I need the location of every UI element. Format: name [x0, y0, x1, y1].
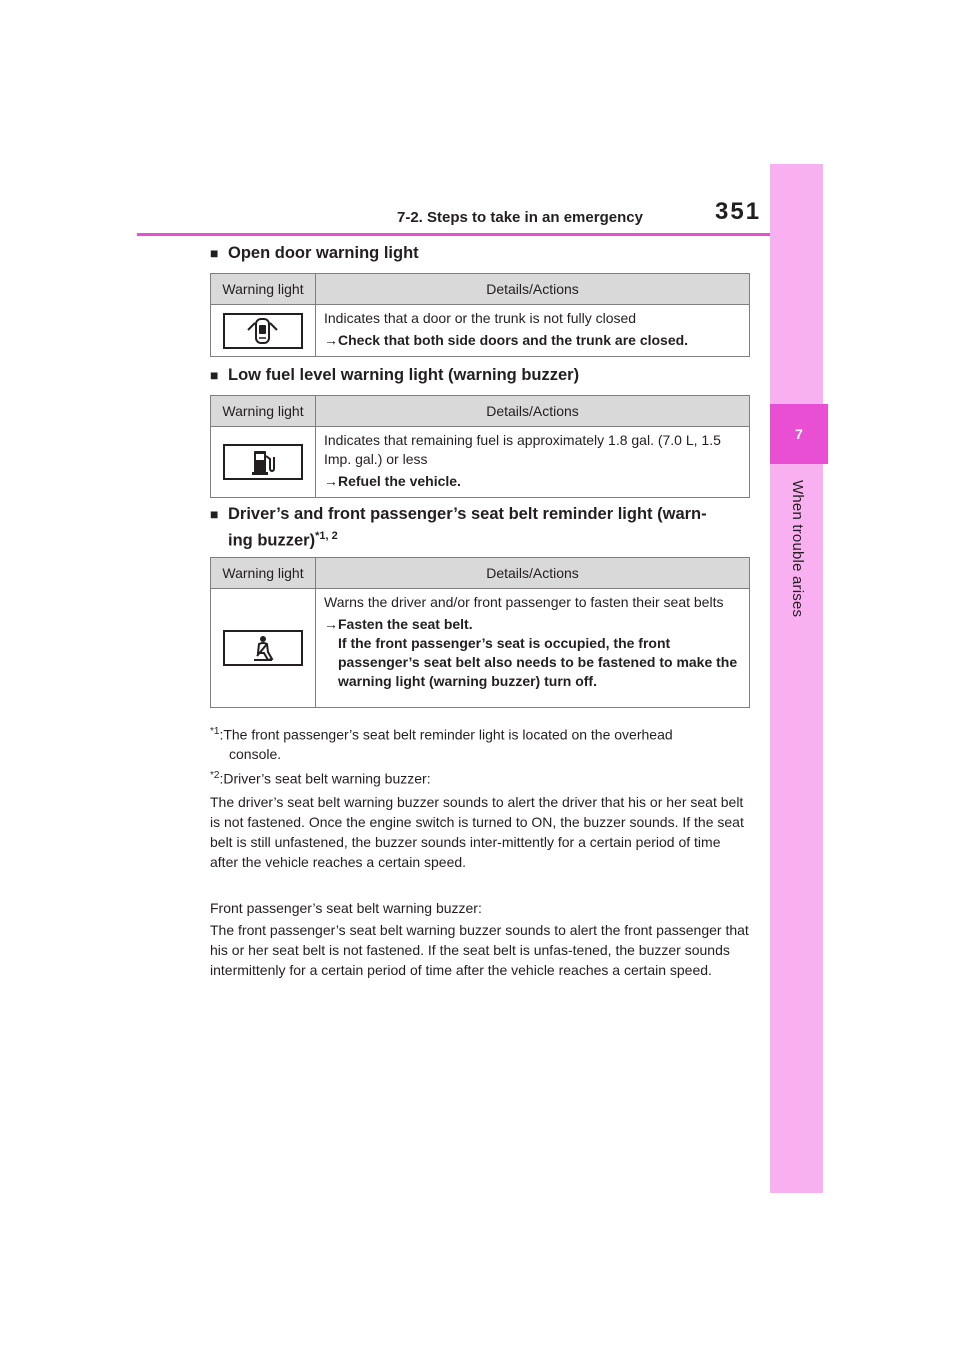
chapter-label: When trouble arises — [789, 480, 806, 618]
warning-action — [324, 615, 745, 691]
open-door-warning-icon — [223, 313, 303, 349]
warning-description: Indicates that remaining fuel is approximately 1.8 gal. (7.0 L, 1.5 Imp. gal.) or less — [324, 432, 721, 467]
warning-table-low-fuel — [210, 395, 750, 498]
footnote-1: $^{*1}$:The front passenger’s seat belt reminder light is located on the overhead console. — [210, 722, 755, 764]
warning-table-seat-belt — [210, 557, 750, 708]
column-header-details: Details/Actions — [316, 558, 750, 589]
chapter-number-tab[interactable] — [770, 404, 828, 464]
side-tab — [770, 164, 823, 1193]
footnote-mark: *2 — [210, 770, 220, 781]
section-heading-text: Low fuel level warning light (warning buzzer) — [228, 366, 580, 384]
section-heading-seat-belt — [210, 503, 770, 552]
column-header-details: Details/Actions — [316, 396, 750, 427]
table-row — [211, 305, 750, 357]
action-text: Check that both side doors and the trunk are closed. — [338, 332, 689, 348]
warning-action — [324, 331, 745, 350]
table-header-row — [211, 274, 750, 305]
header-rule — [137, 233, 770, 236]
table-row — [211, 589, 750, 708]
footnote-ref: *1, 2 — [315, 530, 338, 542]
footnote-mark: *1 — [210, 726, 220, 737]
icon-cell — [211, 427, 316, 498]
column-header-details: Details/Actions — [316, 274, 750, 305]
footnote-text: Driver’s seat belt warning buzzer: — [223, 770, 431, 787]
details-cell — [316, 427, 750, 498]
table-header-row — [211, 396, 750, 427]
fuel-pump-icon — [223, 444, 303, 480]
section-heading-low-fuel — [210, 364, 770, 386]
bullet-icon: ■ — [210, 367, 219, 383]
warning-table-open-door — [210, 273, 750, 357]
details-cell — [316, 305, 750, 357]
arrow-icon: → — [324, 616, 338, 632]
section-heading-text-cont: ing buzzer) — [228, 531, 316, 550]
page-number: 351 — [715, 198, 762, 225]
warning-description: Indicates that a door or the trunk is not fully closed — [324, 310, 637, 326]
footnote-text-cont: console. — [229, 745, 282, 762]
bullet-icon: ■ — [210, 245, 219, 261]
section-heading-open-door — [210, 242, 770, 264]
icon-cell — [211, 589, 316, 708]
details-cell — [316, 589, 750, 708]
bullet-icon: ■ — [210, 506, 219, 522]
arrow-icon: → — [324, 473, 338, 489]
action-detail-text: If the front passenger’s seat is occupied, the front passenger’s seat belt also needs to be fastened to make the warning light (warning buzzer) turn off. — [338, 635, 738, 689]
section-heading-text: Open door warning light — [228, 244, 419, 262]
header-title: 7-2. Steps to take in an emergency — [397, 209, 643, 226]
paragraph-passenger-buzzer-title: Front passenger’s seat belt warning buzzer: — [210, 900, 482, 916]
column-header-warning-light: Warning light — [211, 396, 316, 427]
arrow-icon: → — [324, 332, 338, 348]
column-header-warning-light: Warning light — [211, 558, 316, 589]
column-header-warning-light: Warning light — [211, 274, 316, 305]
footnote-text: The front passenger’s seat belt reminder light is located on the overhead — [223, 726, 673, 743]
icon-cell — [211, 305, 316, 357]
action-text: Refuel the vehicle. — [338, 473, 461, 489]
section-heading-text: Driver’s and front passenger’s seat belt reminder light (warn- — [228, 505, 707, 523]
seat-belt-reminder-icon — [223, 630, 303, 666]
warning-description: Warns the driver and/or front passenger to fasten their seat belts — [324, 594, 724, 610]
warning-action — [324, 472, 745, 491]
table-row — [211, 427, 750, 498]
action-text: Fasten the seat belt. — [338, 616, 473, 632]
chapter-number: 7 — [795, 426, 803, 442]
paragraph-passenger-buzzer: The front passenger’s seat belt warning buzzer sounds to alert the front passenger that his or her seat belt is not fastened. If the seat belt is unfas-tened, the buzzer sounds intermittenly for a certain period of time after the vehicle reaches a certain speed. — [210, 922, 749, 978]
paragraph-driver-buzzer: The driver’s seat belt warning buzzer sounds to alert the driver that his or her seat belt is not fastened. Once the engine switch is turned to ON, the buzzer sounds. If the seat belt is still unfastened, the buzzer sounds inter-mittently for a certain period of time after the vehicle reaches a certain speed. — [210, 794, 744, 870]
footnote-2: $^{*2}$:Driver’s seat belt warning buzzer: — [210, 770, 431, 787]
table-header-row — [211, 558, 750, 589]
